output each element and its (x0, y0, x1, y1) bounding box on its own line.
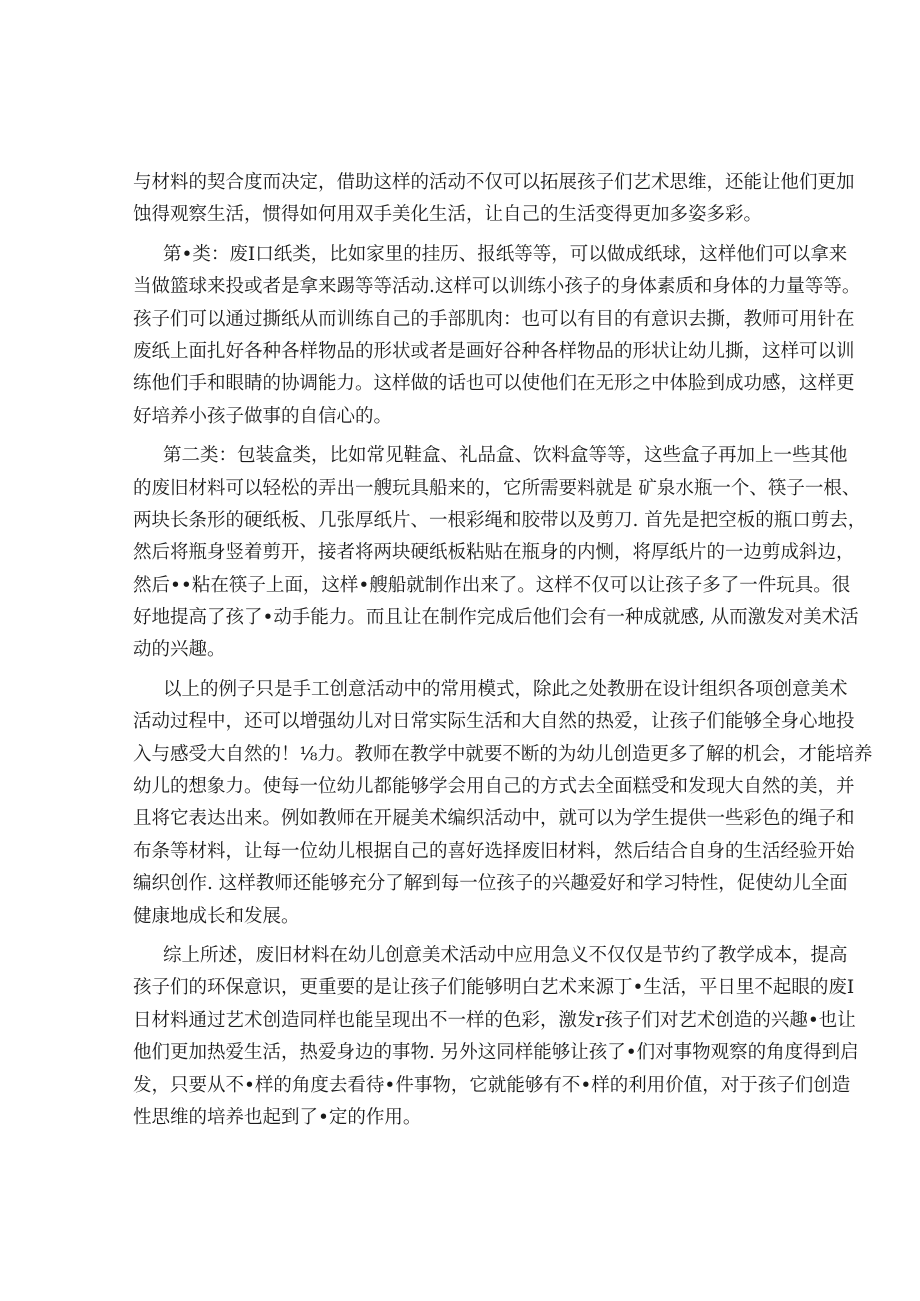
text-line: 他们更加热爱生活，热爱身边的事物. 另外这同样能够让孩了•们对事物观察的角度得到启 (133, 1042, 859, 1064)
text-line: 然后••粘在筷子上面，这样•艘船就制作出来了。这样不仅可以让孩子多了一件玩具。很 (133, 574, 851, 596)
text-line: 好培养小孩子做事的自信心的。 (133, 405, 393, 427)
text-line: 编织创作. 这样教师还能够充分了解到每一位孩子的兴趣爱好和学习特性，促使幼儿全面 (133, 873, 848, 895)
text-line: 当做篮球来投或者是拿来踢等等活动.这样可以训练小孩子的身体素质和身体的力量等等。 (133, 276, 861, 298)
paragraph-4 (133, 674, 873, 933)
text-line: 孩子们可以通过撕纸从而训练自己的手部肌肉：也可以有目的有意识去撕，教师可用针在 (133, 308, 855, 330)
text-line: 第•类：废Ⅰ口纸类，比如家里的挂历、报纸等等，可以做成纸球，这样他们可以拿来 (163, 243, 848, 265)
text-line: 健康地成长和发展。 (133, 905, 300, 927)
text-line: 以上的例子只是手工创意活动中的常用模式，除此之处教册在设计组织各项创意美术 (163, 678, 848, 700)
text-line: 废纸上面扎好各种各样物品的形状或者是画好谷种各样物品的形状让幼儿撕，这样可以训 (133, 340, 855, 362)
text-line: 两块长条形的硬纸板、几张厚纸片、一根彩绳和胶带以及剪刀. 首先是把空板的瓶口剪去， (133, 509, 867, 531)
paragraph-5 (133, 940, 859, 1134)
text-line: 活动过程中，还可以增强幼儿对日常实际生活和大自然的热爱，让孩子们能够全身心地投 (133, 711, 855, 733)
text-line: 幼儿的想象力。使每一位幼儿都能够学会用自己的方式去全面糕受和发现大自然的美，并 (133, 776, 855, 798)
text-line: 入与感受大自然的！⅛力。教师在教学中就要不断的为幼儿创造更多了解的机会，才能培养 (133, 743, 873, 765)
text-line: 性思维的培养也起到了•定的作用。 (133, 1106, 422, 1128)
text-line: 蚀得观察生活，惯得如何用双手美化生活，让自己的生活变得更加多姿多彩。 (133, 204, 763, 226)
text-line: 然后将瓶身竖着剪开，接者将两块硬纸板粘贴在瓶身的内恻，将厚纸片的一边剪成斜边， (133, 542, 855, 564)
text-line: 综上所述，废旧材料在幼儿创意美术活动中应用急义不仅仅是节约了教学成本，提高 (163, 944, 848, 966)
text-line: 练他们手和眼睛的协调能力。这样做的话也可以使他们在无形之中体脸到成功感，这样更 (133, 373, 855, 395)
text-line: 的废旧材料可以轻松的弄出一艘玩具船来的，它所需要料就是 矿泉水瓶一个、筷子一根、 (133, 477, 861, 499)
text-line: 好地提高了孩了•动手能力。而且让在制作完成后他们会有一种成就感, 从而激发对美术活 (133, 607, 859, 629)
paragraph-3 (133, 440, 867, 667)
text-line: 动的兴趣。 (133, 639, 226, 661)
text-line: 第二类：包装盒类，比如常见鞋盒、礼品盒、饮料盒等等，这些盒子再加上一些其他 (163, 445, 848, 467)
text-line: 孩子们的环保意识，更重要的是让孩子们能够明白艺术来源丁•生活，平日里不起眼的废Ⅰ (133, 977, 855, 999)
text-line: 且将它表达出来。例如教师在开屣美术编织活动中，就可以为学生提供一些彩色的绳子和 (133, 808, 855, 830)
paragraph-1 (133, 167, 855, 232)
paragraph-2 (133, 239, 861, 433)
text-line: 日材料通过艺术创造同样也能呈现出不一样的色彩，激发r孩子们对艺术创造的兴趣•也让 (133, 1009, 856, 1031)
document-body (133, 167, 873, 1141)
text-line: 发，只要从不•样的角度去看待•件事物，它就能够有不•样的利用价值，对于孩子们创造 (133, 1074, 851, 1096)
text-line: 布条等材料，让每一位幼儿根据自己的喜好选择废旧材料，然后结合自身的生活经验开始 (133, 840, 855, 862)
text-line: 与材料的契合度而决定，借助这样的活动不仅可以拓展孩子们艺术思维，还能让他们更加 (133, 172, 855, 193)
